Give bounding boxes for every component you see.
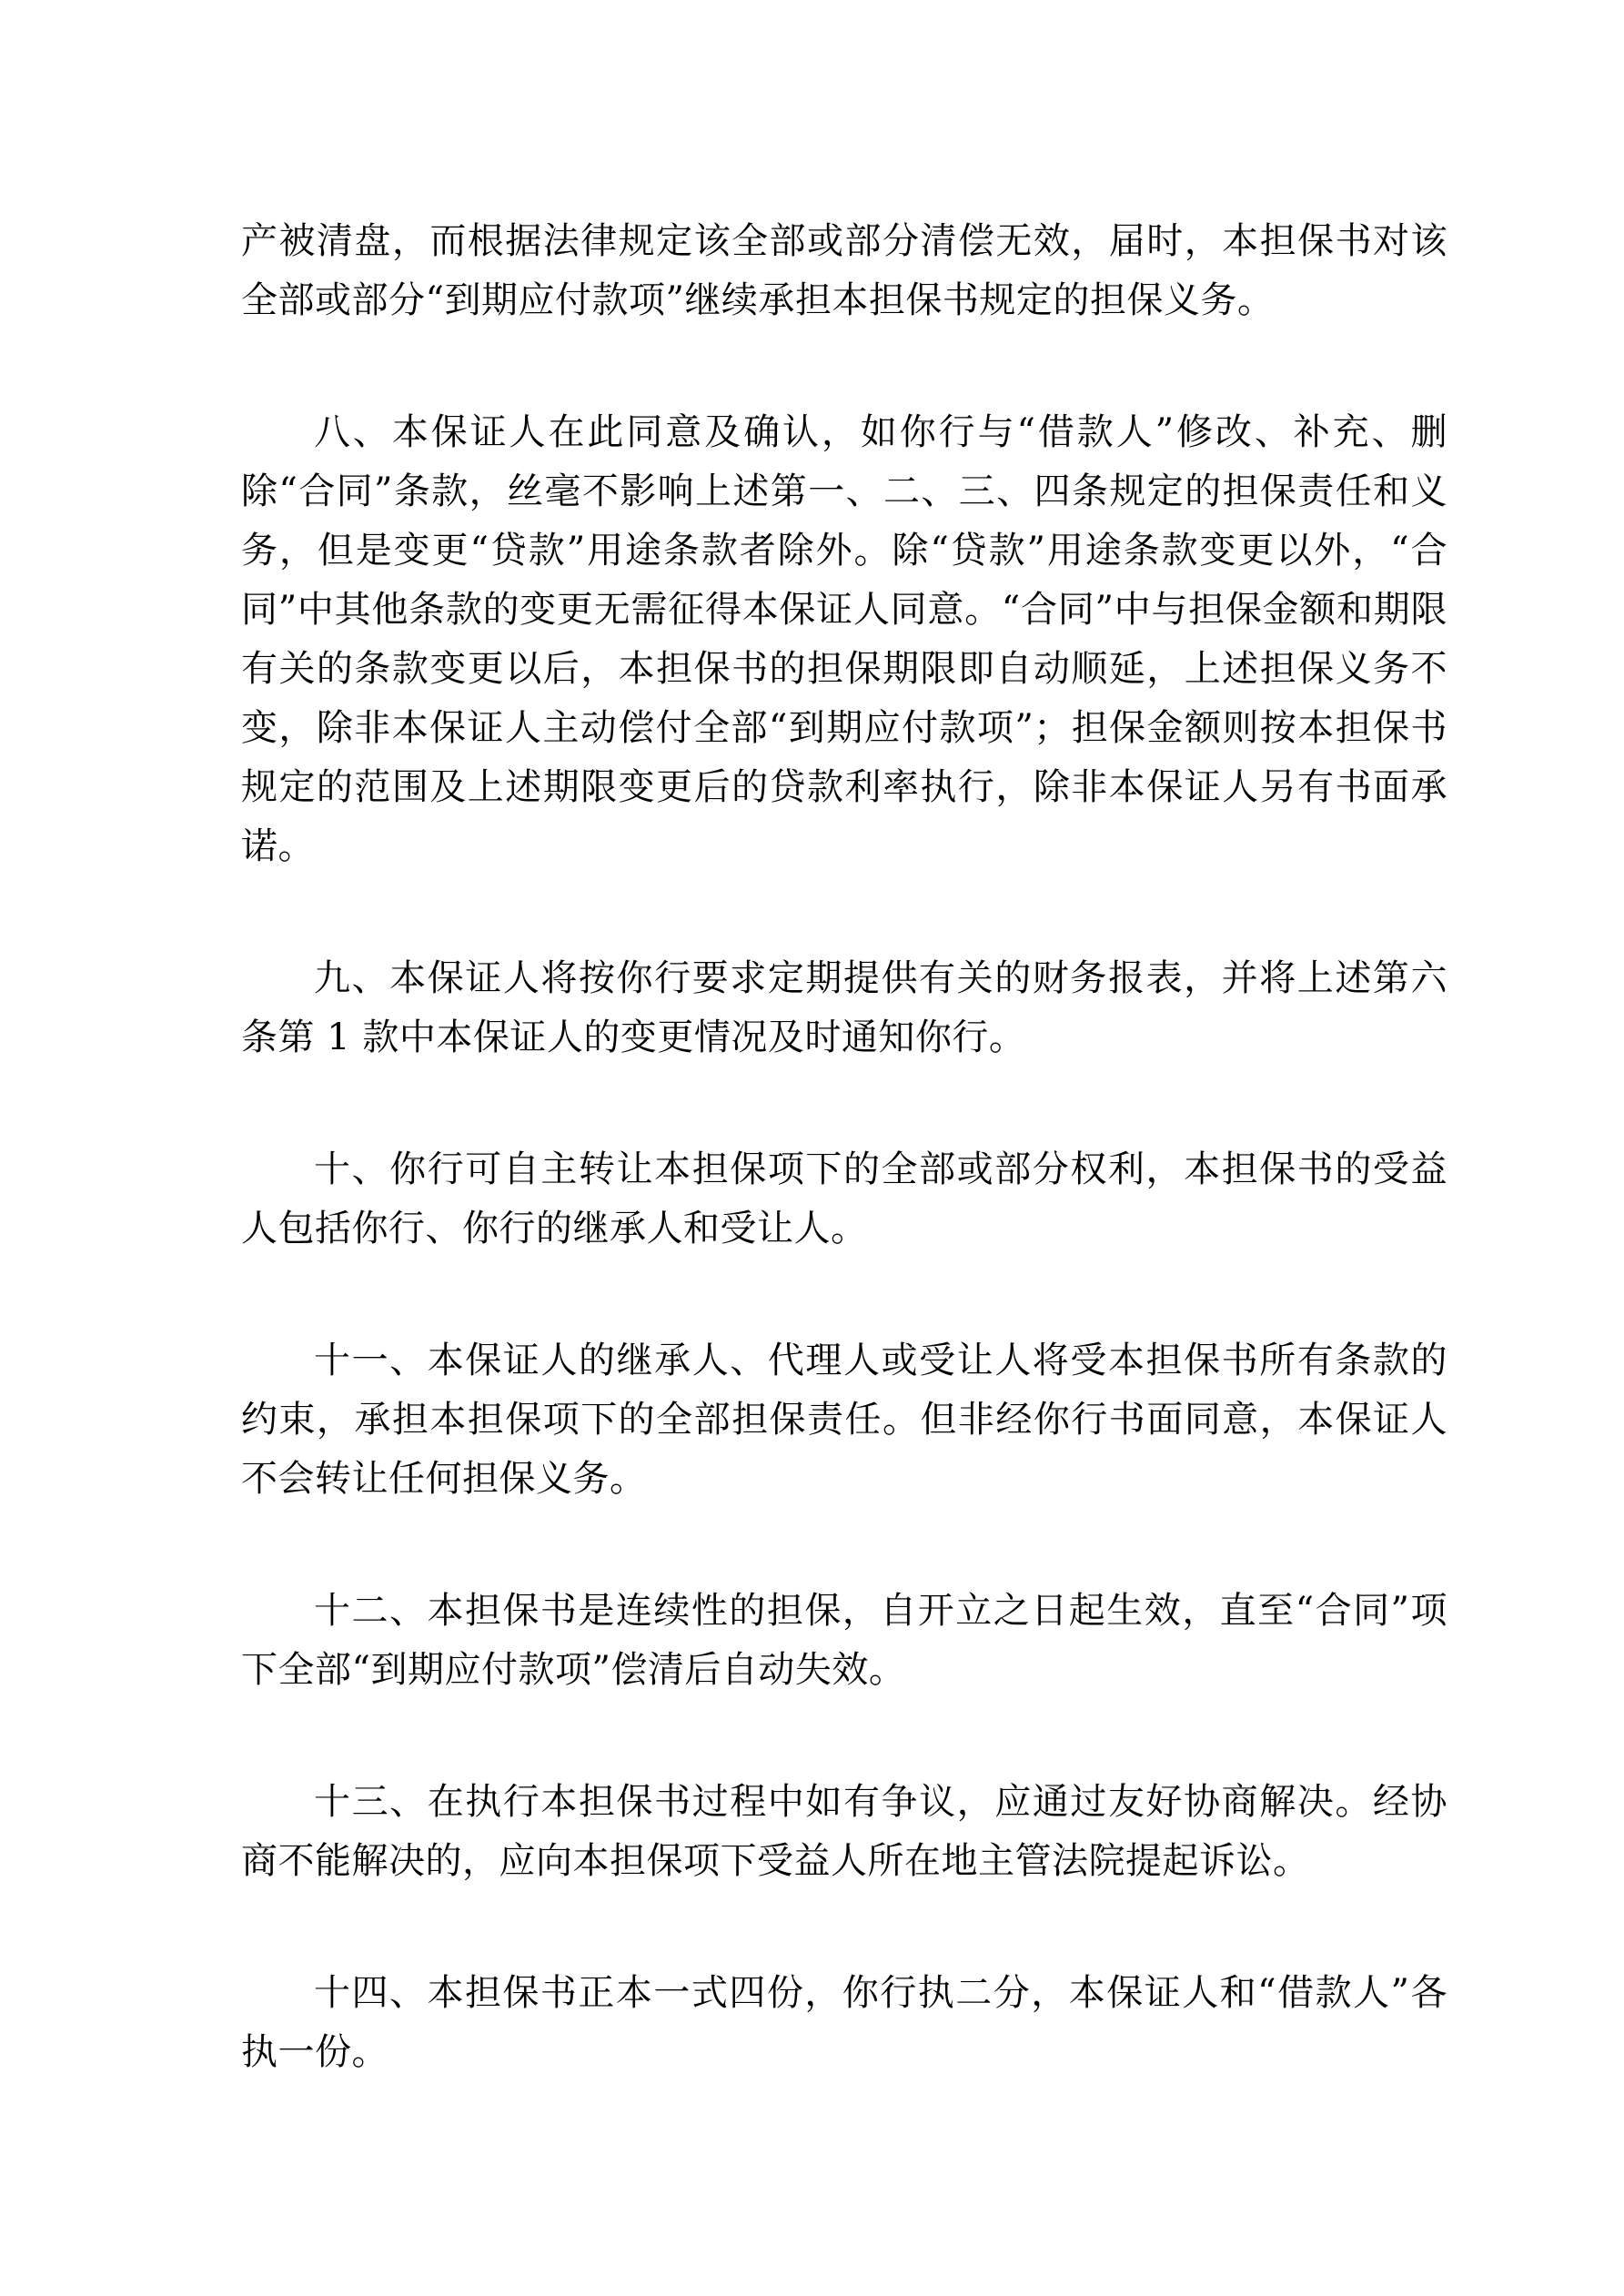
document-body-text — [241, 212, 1447, 2082]
paragraph-clause-8: 八、本保证人在此同意及确认，如你行与“借款人”修改、补充、删除“合同”条款，丝毫不影响上述第一、二、三、四条规定的担保责任和义务，但是变更“贷款”用途条款者除外。除“贷款”用途条款变更以外，“合同”中其他条款的变更无需征得本保证人同意。“合同”中与担保金额和期限有关的条款变更以后，本担保书的担保期限即自动顺延，上述担保义务不变，除非本保证人主动偿付全部“到期应付款项”；担保金额则按本担保书规定的范围及上述期限变更后的贷款利率执行，除非本保证人另有书面承诺。 — [241, 411, 1447, 867]
paragraph-clause-10: 十、你行可自主转让本担保项下的全部或部分权利，本担保书的受益人包括你行、你行的继承人和受让人。 — [241, 1148, 1447, 1249]
paragraph-clause-14: 十四、本担保书正本一式四份，你行执二分，本保证人和“借款人”各执一份。 — [241, 1972, 1447, 2073]
paragraph-clause-13: 十三、在执行本担保书过程中如有争议，应通过友好协商解决。经协商不能解决的，应向本担保项下受益人所在地主管法院提起诉讼。 — [241, 1781, 1447, 1882]
paragraph-clause-9: 九、本保证人将按你行要求定期提供有关的财务报表，并将上述第六条第 1 款中本保证人的变更情况及时通知你行。 — [241, 957, 1447, 1058]
paragraph-continuation: 产被清盘，而根据法律规定该全部或部分清偿无效，届时，本担保书对该全部或部分“到期应付款项”继续承担本担保书规定的担保义务。 — [241, 220, 1447, 321]
paragraph-clause-12: 十二、本担保书是连续性的担保，自开立之日起生效，直至“合同”项下全部“到期应付款项”偿清后自动失效。 — [241, 1590, 1447, 1691]
paragraph-clause-11: 十一、本保证人的继承人、代理人或受让人将受本担保书所有条款的约束，承担本担保项下的全部担保责任。但非经你行书面同意，本保证人不会转让任何担保义务。 — [241, 1340, 1447, 1500]
